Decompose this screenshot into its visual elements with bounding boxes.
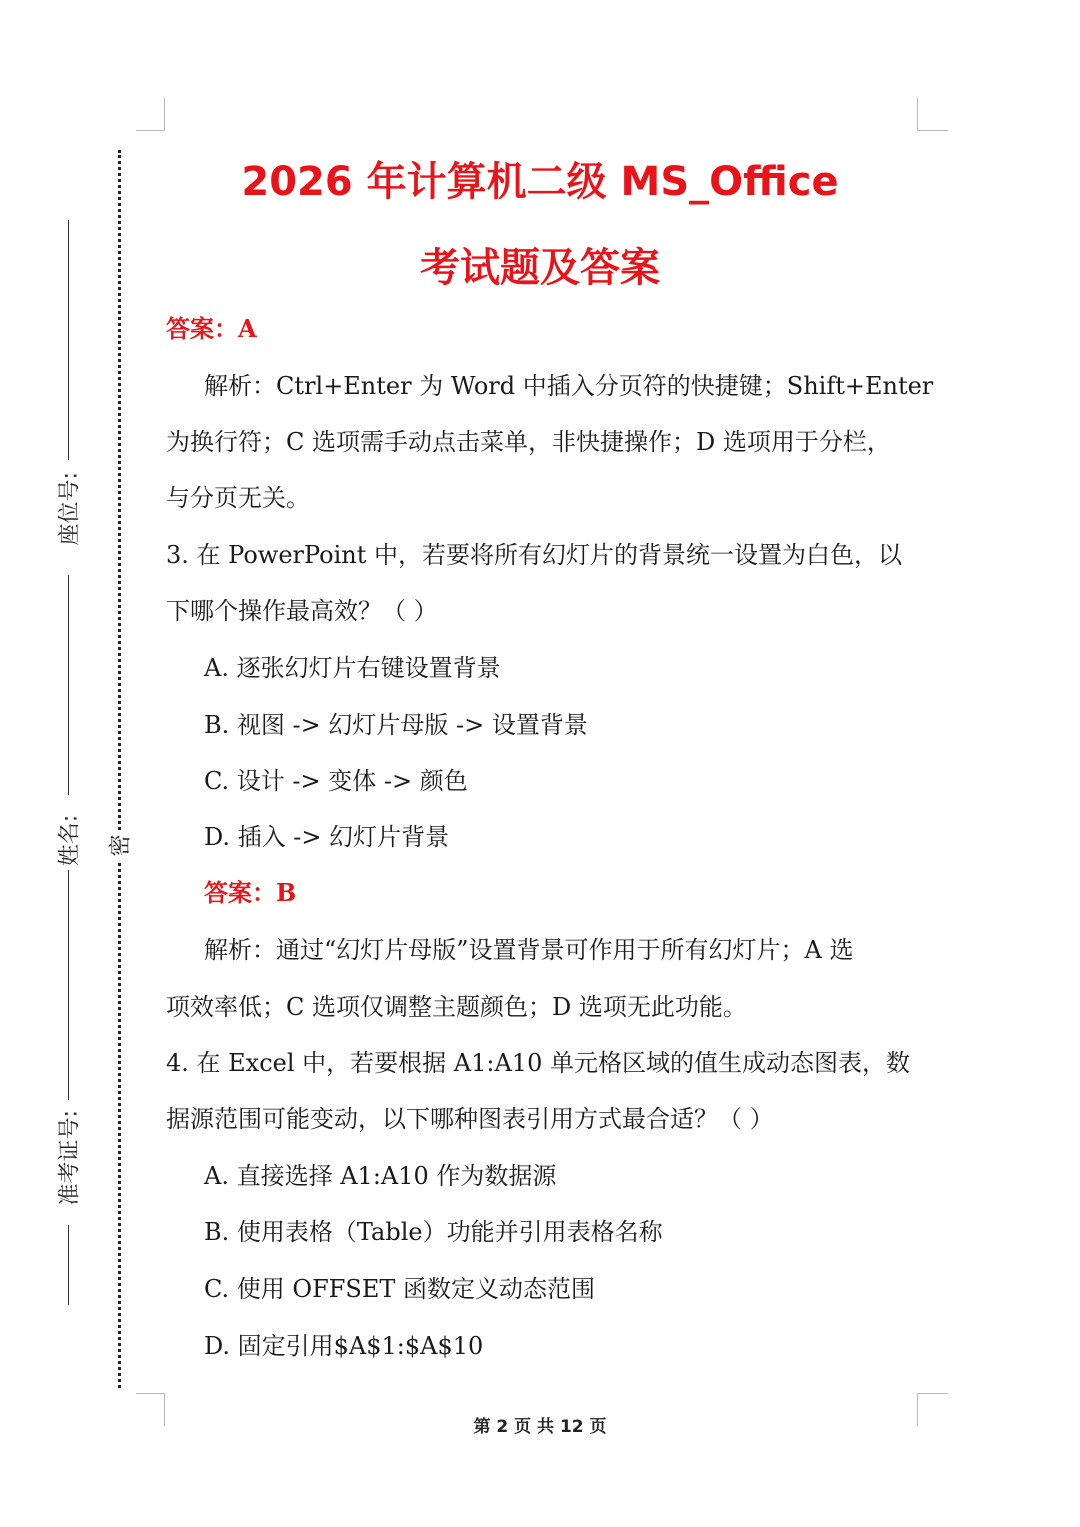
q3-option-c: C. 设计 -> 变体 -> 颜色 [204, 767, 468, 795]
q2-explanation-line1: 解析：Ctrl+Enter 为 Word 中插入分页符的快捷键；Shift+Enter [204, 372, 934, 400]
exam-id-line [68, 1225, 69, 1305]
name-line [68, 870, 69, 1100]
q2-explanation-line2: 为换行符；C 选项需手动点击菜单，非快捷操作；D 选项用于分栏， [166, 428, 891, 456]
q4-option-b: B. 使用表格（Table）功能并引用表格名称 [204, 1218, 663, 1246]
crop-mark-top-left [136, 98, 165, 131]
exam-id-label: 准考证号: [57, 1110, 83, 1206]
q3-question-line1: 3. 在 PowerPoint 中，若要将所有幻灯片的背景统一设置为白色，以 [166, 541, 903, 569]
q3-option-d: D. 插入 -> 幻灯片背景 [204, 823, 450, 851]
seat-number-label: 座位号: [57, 472, 83, 546]
q2-answer: 答案：A [166, 314, 257, 343]
q3-answer: 答案：B [204, 878, 297, 907]
q2-explanation-line3: 与分页无关。 [166, 484, 310, 512]
seat-to-name-line [68, 575, 69, 795]
page-title-line1: 2026 年计算机二级 MS_Office [241, 159, 839, 205]
q4-option-d: D. 固定引用$A$1:$A$10 [204, 1332, 484, 1360]
page-number-footer: 第 2 页 共 12 页 [473, 1417, 607, 1437]
q4-option-a: A. 直接选择 A1:A10 作为数据源 [204, 1162, 557, 1190]
name-label: 姓名: [57, 814, 83, 867]
page-title-line2: 考试题及答案 [420, 245, 660, 291]
binding-dotted-line [118, 150, 121, 1388]
q3-question-line2: 下哪个操作最高效？（ ） [166, 597, 438, 625]
q4-option-c: C. 使用 OFFSET 函数定义动态范围 [204, 1275, 595, 1303]
q3-explanation-line2: 项效率低；C 选项仅调整主题颜色；D 选项无此功能。 [166, 993, 747, 1021]
q3-option-a: A. 逐张幻灯片右键设置背景 [204, 654, 501, 682]
seal-mark: 密 [104, 831, 135, 861]
q3-explanation-line1: 解析：通过“幻灯片母版”设置背景可作用于所有幻灯片；A 选 [204, 936, 854, 964]
q4-question-line1: 4. 在 Excel 中，若要根据 A1:A10 单元格区域的值生成动态图表，数 [166, 1049, 910, 1077]
q4-question-line2: 据源范围可能变动，以下哪种图表引用方式最合适？（ ） [166, 1105, 774, 1133]
crop-mark-top-right [917, 98, 948, 131]
q3-option-b: B. 视图 -> 幻灯片母版 -> 设置背景 [204, 711, 588, 739]
